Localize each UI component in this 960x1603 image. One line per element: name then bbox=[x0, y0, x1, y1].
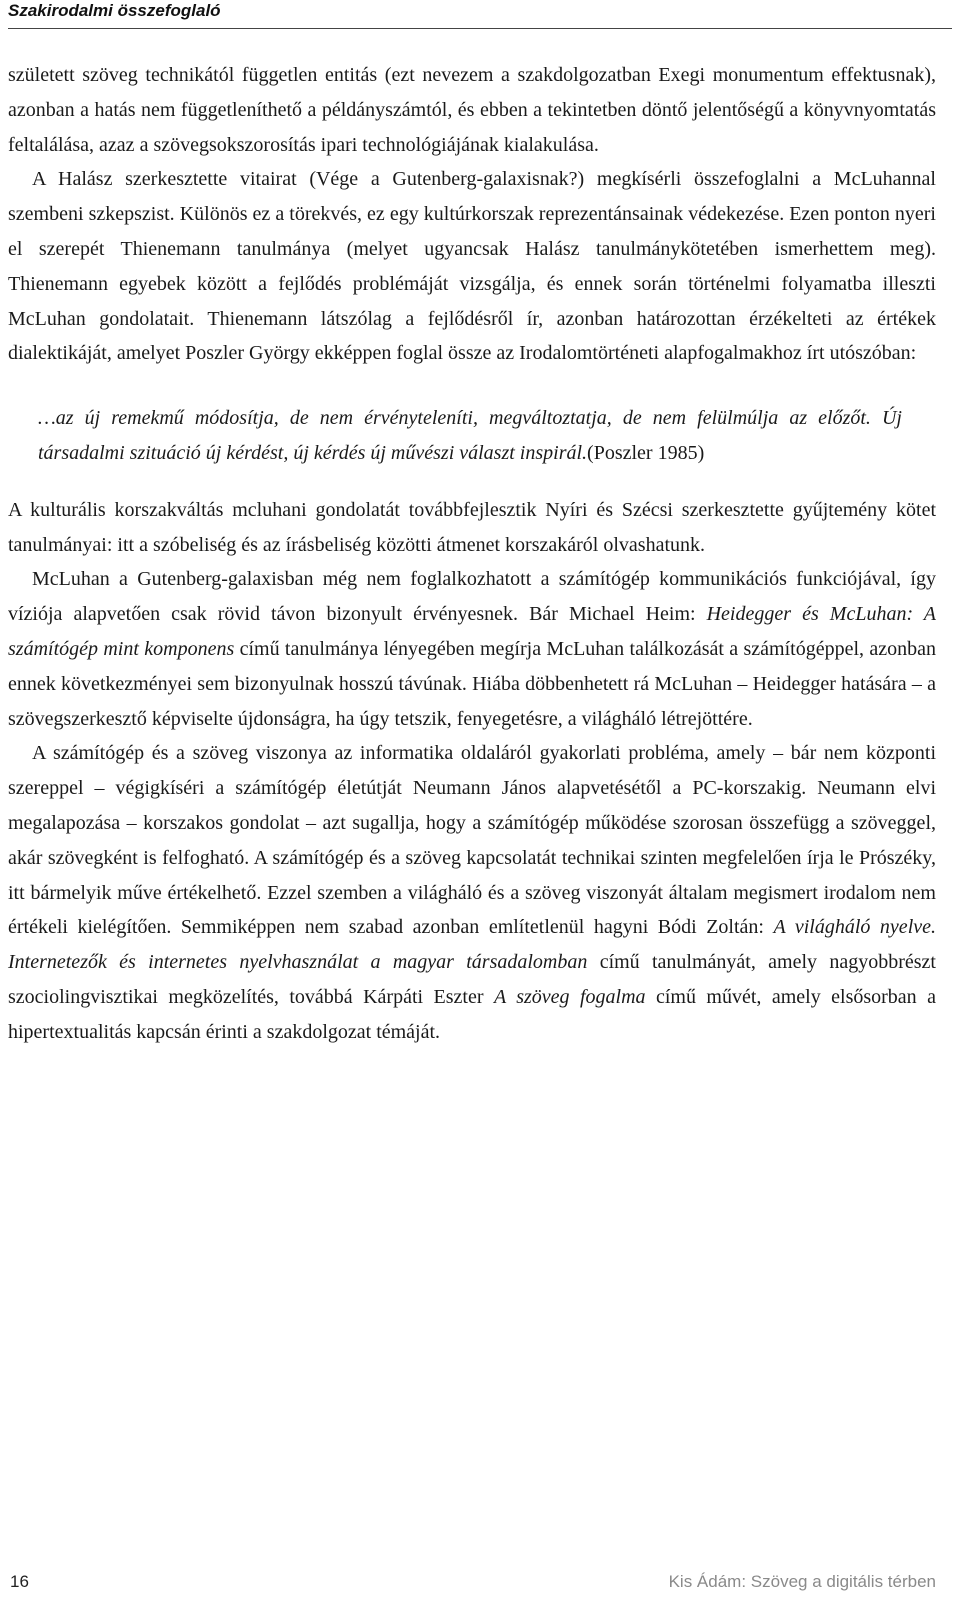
quote-citation: (Poszler 1985) bbox=[587, 441, 705, 464]
szamitogep-text-2: című tanulmányát, amely nagyobbrészt szociolingvisztikai megközelítés, továbbá Kárpáti Eszter bbox=[8, 951, 936, 1008]
paragraph-korszakvaltas: A kulturális korszakváltás mcluhani gondolatát továbbfejlesztik Nyíri és Szécsi szerkesztette gyűjtemény kötet tanulmányai: itt a szóbeliség és az írásbeliség közötti átmenet korszakáról olvashatunk. bbox=[8, 498, 936, 556]
szamitogep-text-3: című művét, amely elsősorban a hipertextualitás kapcsán érinti a szakdolgozat témáját. bbox=[8, 985, 936, 1043]
page-number: 16 bbox=[10, 1572, 29, 1591]
quote-text: …az új remekmű módosítja, de nem érvényteleníti, megváltoztatja, de nem felülmúlja az előzőt. Új társadalmi szituáció új kérdést, új kérdés új művészi választ inspirál. bbox=[38, 407, 902, 464]
block-quote bbox=[8, 401, 936, 471]
paragraph-mcluhan bbox=[8, 562, 936, 736]
karpati-title: A szöveg fogalma bbox=[493, 985, 646, 1008]
heim-title: Heidegger és McLuhan: A számítógép mint komponens bbox=[8, 603, 937, 660]
paragraph-halasz: A Halász szerkesztette vitairat (Vége a Gutenberg-galaxisnak?) megkísérli összefoglalni a McLuhannal szembeni szkepszist. Különös ez a törekvés, ez egy kultúrkorszak reprezentánsainak védekezése. Ezen ponton nyeri el szerepét Thienemann tanulmánya (melyet ugyancsak Halász tanulmánykötetében ismerhettem meg). Thienemann egyebek között a fejlődés problémáját vizsgálja, és ennek során történelmi folyamatba illeszti McLuhan gondolatait. Thienemann látszólag a fejlődésről ír, azonban határozottan érzékelteti az értékek dialektikáját, amelyet Poszler György ekképpen foglal össze az Irodalomtörténeti alapfogalmakhoz írt utószóban: bbox=[8, 168, 936, 365]
paragraph-szamitogep bbox=[8, 736, 936, 1049]
book-title: Kis Ádám: Szöveg a digitális térben bbox=[668, 1572, 936, 1591]
chapter-title: Szakirodalmi összefoglaló bbox=[8, 1, 221, 20]
paragraph-continuation: született szöveg technikától független entitás (ezt nevezem a szakdolgozatban Exegi monumentum effektusnak), azonban a hatás nem függetleníthető a példányszámtól, és ebben a tekintetben döntő jelentőségű a könyvnyomtatás feltalálása, azaz a szövegsokszorosítás ipari technológiájának kialakulása. bbox=[8, 64, 936, 156]
running-footer bbox=[8, 1572, 936, 1600]
mcluhan-text-2: című tanulmánya lényegében megírja McLuhan találkozását a számítógéppel, azonban ennek következményei sem bizonyulnak hosszú távúnak. Hiába döbbenhetett rá McLuhan – Heidegger hatására – a szövegszerkesztő képviselte újdonságra, ha úgy tetszik, fenyegetésre, a világháló létrejöttére. bbox=[8, 637, 936, 730]
page-body bbox=[8, 58, 936, 1050]
bodi-title: A világháló nyelve. Internetezők és internetes nyelvhasználat a magyar társadalomban bbox=[8, 916, 936, 974]
mcluhan-text-1: McLuhan a Gutenberg-galaxisban még nem foglalkozhatott a számítógép kommunikációs funkciójával, így víziója alapvetően csak rövid távon bizonyult érvényesnek. Bár Michael Heim: bbox=[8, 568, 936, 626]
running-header bbox=[8, 0, 952, 29]
szamitogep-text-1: A számítógép és a szöveg viszonya az informatika oldaláról gyakorlati probléma, amely – bár nem központi szereppel – végigkíséri a számítógép életútját Neumann János alapvetésétől a PC-korszakig. Neumann elvi megalapozása – korszakos gondolat – azt sugallja, hogy a számítógép működése szorosan összefügg a szöveggel, akár szövegként is felfogható. A számítógép és a szöveg kapcsolatát technikai szinten megfelelően írja le Prószéky, itt bármelyik műve értékelhető. Ezzel szemben a világháló és a szöveg viszonyát általam megismert irodalom nem értékeli kielégítően. Semmiképpen nem szabad azonban említetlenül hagyni Bódi Zoltán: bbox=[8, 742, 936, 939]
